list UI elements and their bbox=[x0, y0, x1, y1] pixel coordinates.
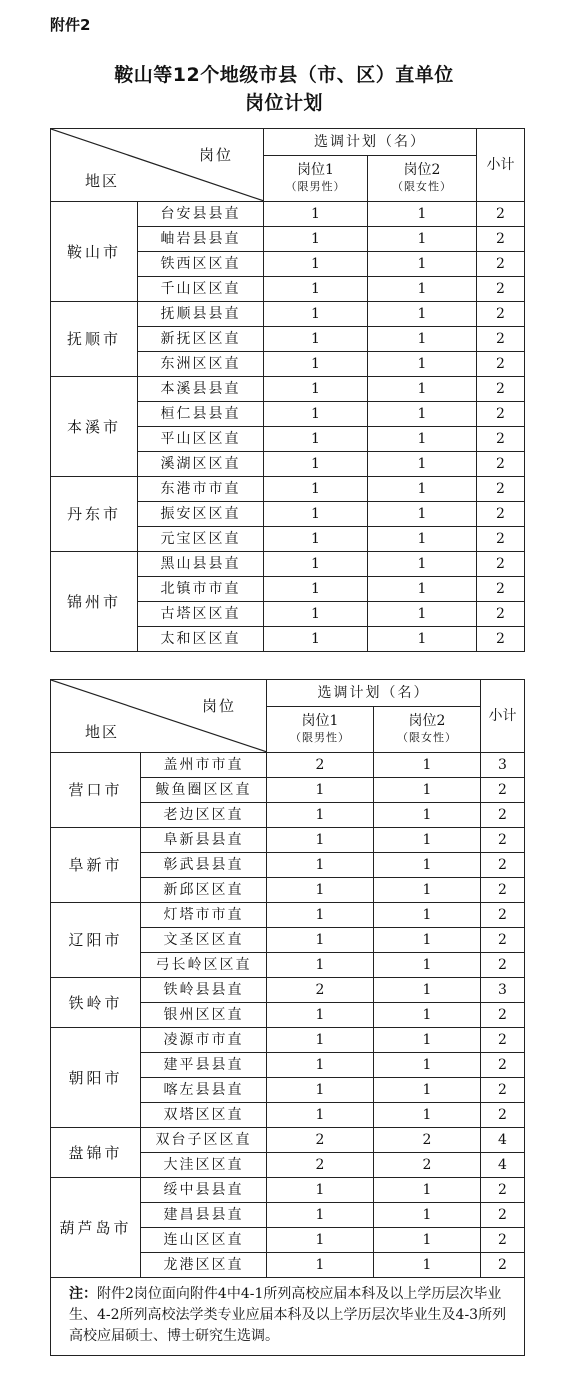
subtotal-cell: 2 bbox=[477, 252, 525, 277]
subtotal-cell: 2 bbox=[481, 1003, 525, 1028]
post2-count-cell: 1 bbox=[368, 202, 477, 227]
subtotal-cell: 2 bbox=[477, 477, 525, 502]
region-cell: 鞍山市 bbox=[51, 202, 138, 302]
table-2-header bbox=[51, 680, 525, 753]
unit-cell: 本溪县县直 bbox=[138, 377, 264, 402]
post2-count-cell: 1 bbox=[368, 277, 477, 302]
unit-cell: 铁岭县县直 bbox=[141, 978, 267, 1003]
post1-count-cell: 1 bbox=[267, 1253, 374, 1278]
region-cell: 辽阳市 bbox=[51, 903, 141, 978]
post2-count-cell: 1 bbox=[374, 753, 481, 778]
post2-count-cell: 1 bbox=[368, 502, 477, 527]
post1-count-cell: 1 bbox=[264, 577, 368, 602]
post2-count-cell: 1 bbox=[374, 1028, 481, 1053]
note-cell bbox=[51, 1278, 525, 1356]
region-cell: 铁岭市 bbox=[51, 978, 141, 1028]
unit-cell: 新邱区区直 bbox=[141, 878, 267, 903]
post2-count-cell: 1 bbox=[374, 1253, 481, 1278]
post2-count-cell: 1 bbox=[368, 452, 477, 477]
unit-cell: 建昌县县直 bbox=[141, 1203, 267, 1228]
unit-cell: 太和区区直 bbox=[138, 627, 264, 652]
subtotal-cell: 2 bbox=[477, 202, 525, 227]
post2-header: 岗位2 （限女性） bbox=[374, 707, 481, 753]
post1-count-cell: 1 bbox=[264, 452, 368, 477]
post2-count-cell: 1 bbox=[374, 828, 481, 853]
subtotal-cell: 4 bbox=[481, 1153, 525, 1178]
subtotal-cell: 2 bbox=[481, 1253, 525, 1278]
post1-count-cell: 1 bbox=[267, 1003, 374, 1028]
post1-count-cell: 1 bbox=[267, 1078, 374, 1103]
unit-cell: 建平县县直 bbox=[141, 1053, 267, 1078]
post2-count-cell: 1 bbox=[374, 1078, 481, 1103]
post1-count-cell: 1 bbox=[264, 602, 368, 627]
subtotal-cell: 2 bbox=[477, 552, 525, 577]
post-header: 岗位 bbox=[198, 146, 233, 164]
post1-count-cell: 1 bbox=[264, 227, 368, 252]
unit-cell: 元宝区区直 bbox=[138, 527, 264, 552]
post2-count-cell: 1 bbox=[374, 1203, 481, 1228]
region-cell: 本溪市 bbox=[51, 377, 138, 477]
post2-count-cell: 1 bbox=[368, 402, 477, 427]
unit-cell: 北镇市市直 bbox=[138, 577, 264, 602]
diagonal-line bbox=[51, 129, 264, 201]
post2-count-cell: 1 bbox=[368, 552, 477, 577]
table-row bbox=[51, 1128, 525, 1153]
post2-count-cell: 1 bbox=[368, 227, 477, 252]
unit-cell: 抚顺县县直 bbox=[138, 302, 264, 327]
subtotal-cell: 2 bbox=[481, 778, 525, 803]
subtotal-cell: 2 bbox=[481, 1028, 525, 1053]
subtotal-cell: 2 bbox=[481, 903, 525, 928]
post1-count-cell: 1 bbox=[264, 327, 368, 352]
unit-cell: 连山区区直 bbox=[141, 1228, 267, 1253]
post2-header: 岗位2 （限女性） bbox=[368, 156, 477, 202]
post1-count-cell: 1 bbox=[264, 302, 368, 327]
post1-count-cell: 2 bbox=[267, 1153, 374, 1178]
unit-cell: 龙港区区直 bbox=[141, 1253, 267, 1278]
note-label: 注： bbox=[69, 1286, 97, 1302]
post1-count-cell: 1 bbox=[267, 928, 374, 953]
unit-cell: 凌源市市直 bbox=[141, 1028, 267, 1053]
post1-count-cell: 1 bbox=[267, 1228, 374, 1253]
post2-count-cell: 1 bbox=[374, 1228, 481, 1253]
post2-count-cell: 1 bbox=[368, 527, 477, 552]
unit-cell: 桓仁县县直 bbox=[138, 402, 264, 427]
table-row bbox=[51, 978, 525, 1003]
unit-cell: 大洼区区直 bbox=[141, 1153, 267, 1178]
post2-count-cell: 1 bbox=[374, 1178, 481, 1203]
region-cell: 锦州市 bbox=[51, 552, 138, 652]
post2-count-cell: 1 bbox=[368, 302, 477, 327]
subtotal-cell: 2 bbox=[481, 853, 525, 878]
post2-count-cell: 1 bbox=[374, 1103, 481, 1128]
post1-count-cell: 1 bbox=[264, 377, 368, 402]
subtotal-cell: 2 bbox=[481, 1078, 525, 1103]
subtotal-cell: 2 bbox=[481, 1203, 525, 1228]
corner-header-cell bbox=[51, 680, 267, 753]
unit-cell: 台安县县直 bbox=[138, 202, 264, 227]
table-row bbox=[51, 1178, 525, 1203]
post2-count-cell: 1 bbox=[374, 778, 481, 803]
region-cell: 葫芦岛市 bbox=[51, 1178, 141, 1278]
post1-count-cell: 1 bbox=[264, 477, 368, 502]
table-row bbox=[51, 477, 525, 502]
document-title: 鞍山等12个地级市县（市、区）直单位 bbox=[114, 64, 454, 86]
post2-count-cell: 2 bbox=[374, 1128, 481, 1153]
post2-count-cell: 1 bbox=[374, 1053, 481, 1078]
unit-cell: 新抚区区直 bbox=[138, 327, 264, 352]
subtotal-cell: 2 bbox=[481, 1053, 525, 1078]
post2-count-cell: 1 bbox=[374, 978, 481, 1003]
post1-count-cell: 1 bbox=[267, 1103, 374, 1128]
subtotal-cell: 2 bbox=[481, 828, 525, 853]
unit-cell: 振安区区直 bbox=[138, 502, 264, 527]
attachment-label: 附件2 bbox=[50, 16, 91, 34]
post-plan-table-2 bbox=[50, 679, 525, 1356]
subtotal-cell: 2 bbox=[477, 352, 525, 377]
post1-count-cell: 1 bbox=[267, 1203, 374, 1228]
subtotal-cell: 3 bbox=[481, 978, 525, 1003]
table-row bbox=[51, 302, 525, 327]
table-row bbox=[51, 377, 525, 402]
post1-count-cell: 2 bbox=[267, 978, 374, 1003]
unit-cell: 文圣区区直 bbox=[141, 928, 267, 953]
unit-cell: 东洲区区直 bbox=[138, 352, 264, 377]
post1-count-cell: 1 bbox=[267, 778, 374, 803]
post1-count-cell: 1 bbox=[267, 1053, 374, 1078]
unit-cell: 喀左县县直 bbox=[141, 1078, 267, 1103]
subtotal-cell: 2 bbox=[477, 227, 525, 252]
post2-count-cell: 1 bbox=[368, 377, 477, 402]
subtotal-cell: 2 bbox=[477, 577, 525, 602]
unit-cell: 铁西区区直 bbox=[138, 252, 264, 277]
unit-cell: 黑山县县直 bbox=[138, 552, 264, 577]
region-cell: 丹东市 bbox=[51, 477, 138, 552]
unit-cell: 银州区区直 bbox=[141, 1003, 267, 1028]
subtotal-cell: 2 bbox=[477, 602, 525, 627]
unit-cell: 绥中县县直 bbox=[141, 1178, 267, 1203]
region-cell: 营口市 bbox=[51, 753, 141, 828]
post1-count-cell: 1 bbox=[267, 903, 374, 928]
post1-count-cell: 1 bbox=[267, 803, 374, 828]
subtotal-cell: 2 bbox=[477, 452, 525, 477]
post2-count-cell: 1 bbox=[374, 928, 481, 953]
post1-count-cell: 1 bbox=[264, 252, 368, 277]
post1-count-cell: 1 bbox=[267, 853, 374, 878]
table-row bbox=[51, 552, 525, 577]
subtotal-cell: 2 bbox=[481, 878, 525, 903]
post1-count-cell: 1 bbox=[264, 527, 368, 552]
subtotal-cell: 2 bbox=[481, 928, 525, 953]
unit-cell: 平山区区直 bbox=[138, 427, 264, 452]
table-row bbox=[51, 753, 525, 778]
plan-header: 选调计划（名） bbox=[267, 680, 481, 707]
post1-count-cell: 1 bbox=[264, 352, 368, 377]
post1-count-cell: 1 bbox=[267, 1028, 374, 1053]
note-text: 附件2岗位面向附件4中4-1所列高校应届本科及以上学历层次毕业生、4-2所列高校法学类专业应届本科及以上学历层次毕业生及4-3所列高校应届硕士、博士研究生选调。 bbox=[69, 1286, 507, 1344]
unit-cell: 千山区区直 bbox=[138, 277, 264, 302]
unit-cell: 东港市市直 bbox=[138, 477, 264, 502]
unit-cell: 盖州市市直 bbox=[141, 753, 267, 778]
region-cell: 盘锦市 bbox=[51, 1128, 141, 1178]
post1-count-cell: 1 bbox=[264, 427, 368, 452]
post2-count-cell: 1 bbox=[368, 427, 477, 452]
post2-count-cell: 1 bbox=[374, 878, 481, 903]
post2-count-cell: 1 bbox=[368, 327, 477, 352]
subtotal-header: 小计 bbox=[477, 129, 525, 202]
plan-header: 选调计划（名） bbox=[264, 129, 477, 156]
subtotal-cell: 2 bbox=[477, 402, 525, 427]
region-header: 地区 bbox=[85, 723, 120, 741]
subtotal-cell: 2 bbox=[477, 627, 525, 652]
subtotal-cell: 2 bbox=[477, 527, 525, 552]
post1-count-cell: 1 bbox=[264, 202, 368, 227]
unit-cell: 岫岩县县直 bbox=[138, 227, 264, 252]
post1-count-cell: 1 bbox=[264, 552, 368, 577]
unit-cell: 双塔区区直 bbox=[141, 1103, 267, 1128]
subtotal-cell: 2 bbox=[477, 327, 525, 352]
unit-cell: 阜新县县直 bbox=[141, 828, 267, 853]
subtotal-cell: 3 bbox=[481, 753, 525, 778]
unit-cell: 弓长岭区区直 bbox=[141, 953, 267, 978]
unit-cell: 溪湖区区直 bbox=[138, 452, 264, 477]
post2-count-cell: 1 bbox=[374, 1003, 481, 1028]
post1-count-cell: 1 bbox=[264, 277, 368, 302]
region-header: 地区 bbox=[85, 172, 120, 190]
table-2-footer bbox=[51, 1278, 525, 1356]
post2-count-cell: 1 bbox=[368, 602, 477, 627]
post1-count-cell: 2 bbox=[267, 1128, 374, 1153]
post1-count-cell: 1 bbox=[267, 828, 374, 853]
post2-count-cell: 1 bbox=[374, 803, 481, 828]
post2-count-cell: 1 bbox=[374, 853, 481, 878]
subtotal-cell: 2 bbox=[481, 953, 525, 978]
subtotal-cell: 2 bbox=[477, 502, 525, 527]
table-row bbox=[51, 202, 525, 227]
unit-cell: 鲅鱼圈区区直 bbox=[141, 778, 267, 803]
subtotal-cell: 2 bbox=[481, 1228, 525, 1253]
subtotal-cell: 4 bbox=[481, 1128, 525, 1153]
post-header: 岗位 bbox=[201, 697, 236, 715]
post1-header: 岗位1 （限男性） bbox=[267, 707, 374, 753]
post1-count-cell: 1 bbox=[267, 1178, 374, 1203]
corner-header-cell bbox=[51, 129, 264, 202]
table-1-header bbox=[51, 129, 525, 202]
subtotal-header: 小计 bbox=[481, 680, 525, 753]
unit-cell: 彰武县县直 bbox=[141, 853, 267, 878]
post2-count-cell: 1 bbox=[368, 477, 477, 502]
subtotal-cell: 2 bbox=[481, 1103, 525, 1128]
subtotal-cell: 2 bbox=[481, 803, 525, 828]
table-2-body bbox=[51, 753, 525, 1278]
post1-header: 岗位1 （限男性） bbox=[264, 156, 368, 202]
post2-count-cell: 1 bbox=[368, 577, 477, 602]
post2-count-cell: 1 bbox=[368, 627, 477, 652]
post1-count-cell: 2 bbox=[267, 753, 374, 778]
unit-cell: 老边区区直 bbox=[141, 803, 267, 828]
post1-count-cell: 1 bbox=[264, 627, 368, 652]
subtotal-cell: 2 bbox=[481, 1178, 525, 1203]
region-cell: 阜新市 bbox=[51, 828, 141, 903]
post2-count-cell: 1 bbox=[368, 352, 477, 377]
table-row bbox=[51, 1028, 525, 1053]
subtotal-cell: 2 bbox=[477, 302, 525, 327]
post2-count-cell: 1 bbox=[374, 903, 481, 928]
unit-cell: 双台子区区直 bbox=[141, 1128, 267, 1153]
post1-count-cell: 1 bbox=[264, 502, 368, 527]
unit-cell: 古塔区区直 bbox=[138, 602, 264, 627]
post1-count-cell: 1 bbox=[267, 953, 374, 978]
post-plan-table-1 bbox=[50, 128, 525, 652]
post2-count-cell: 1 bbox=[368, 252, 477, 277]
diagonal-line bbox=[51, 680, 267, 752]
unit-cell: 灯塔市市直 bbox=[141, 903, 267, 928]
subtotal-cell: 2 bbox=[477, 277, 525, 302]
subtotal-cell: 2 bbox=[477, 427, 525, 452]
post1-count-cell: 1 bbox=[264, 402, 368, 427]
table-row bbox=[51, 903, 525, 928]
document-subtitle: 岗位计划 bbox=[244, 92, 323, 114]
table-row bbox=[51, 828, 525, 853]
region-cell: 抚顺市 bbox=[51, 302, 138, 377]
post1-count-cell: 1 bbox=[267, 878, 374, 903]
post2-count-cell: 1 bbox=[374, 953, 481, 978]
region-cell: 朝阳市 bbox=[51, 1028, 141, 1128]
table-1-body bbox=[51, 202, 525, 652]
post2-count-cell: 2 bbox=[374, 1153, 481, 1178]
subtotal-cell: 2 bbox=[477, 377, 525, 402]
